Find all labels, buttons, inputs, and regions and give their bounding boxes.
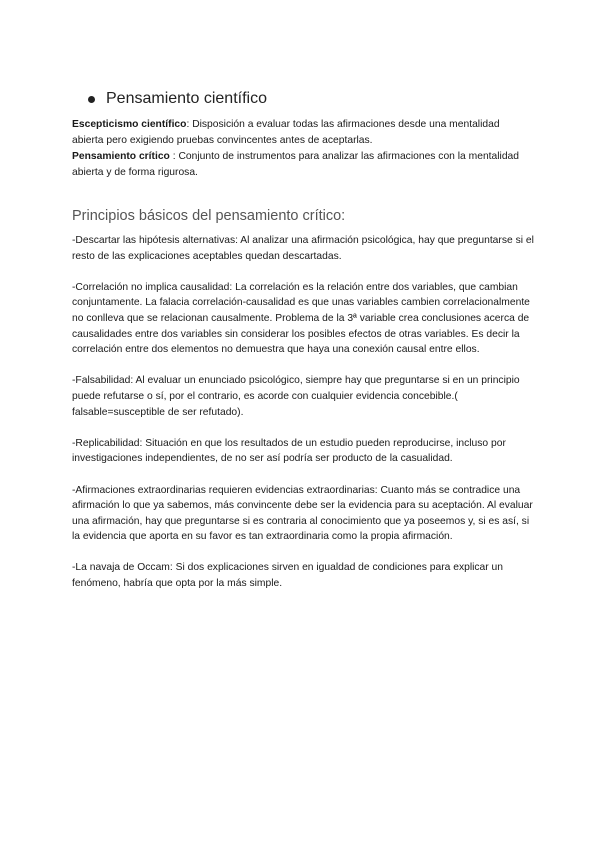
principle-paragraph: -Correlación no implica causalidad: La correlación es la relación entre dos variables, que cambian conjuntamente. La falacia correlación-causalidad es que unas variables cambien correlacionalmente no conlleva que se relacionan causalmente. Problema de la 3ª variable crea conclusiones acerca de causalidades entre dos variables sin considerar los posibles efectos de otras variables. Es decir la correlación entre dos elementos no demuestra que haya una conexión causal entre ellos. — [72, 281, 530, 356]
principles-list — [72, 233, 534, 607]
definitions — [72, 117, 532, 181]
principle-paragraph: -Afirmaciones extraordinarias requieren evidencias extraordinarias: Cuanto más se contradice una afirmación lo que ya sabemos, más convincente debe ser la evidencia para su aceptación. Al evaluar una afirmación, hay que preguntarse si es contraria al conocimiento que ya poseemos y, si es así, si la evidencia que aporta en su favor es tan extraordinaria como la propia afirmación. — [72, 484, 533, 543]
principle-paragraph: -Descartar las hipótesis alternativas: Al analizar una afirmación psicológica, hay que preguntarse si el resto de las explicaciones aceptables quedan descartadas. — [72, 235, 534, 262]
definition-term: Pensamiento crítico — [72, 151, 170, 162]
principle-paragraph: -La navaja de Occam: Si dos explicaciones sirven en igualdad de condiciones para explicar un fenómeno, habría que opta por la más simple. — [72, 562, 504, 590]
principle-paragraph: -Replicabilidad: Situación en que los resultados de un estudio pueden reproducirse, incluso por investigaciones independientes, de no ser así podría ser producto de la casualidad. — [72, 437, 506, 465]
bullet-icon — [88, 96, 95, 103]
bullet-heading — [88, 90, 267, 108]
heading-text: Pensamiento científico — [106, 90, 267, 107]
definition-term: Escepticismo científico — [72, 119, 187, 130]
definition-separator: : — [186, 119, 193, 130]
definition-item — [72, 117, 532, 149]
section-title: Principios básicos del pensamiento crítico: — [72, 208, 346, 224]
principle-paragraph: -Falsabilidad: Al evaluar un enunciado psicológico, siempre hay que preguntarse si en un principio puede refutarse o sí, por el contrario, es acorde con cualquier evidencia concebible.( falsable=susceptible de ser refutado). — [72, 375, 520, 418]
definition-text: Disposición a evaluar todas las afirmaciones desde una mentalidad abierta pero exigiendo pruebas convincentes antes de aceptarlas. — [72, 119, 500, 146]
definition-separator: : — [169, 151, 179, 162]
definition-item — [72, 149, 532, 181]
definition-text: Conjunto de instrumentos para analizar las afirmaciones con la mentalidad abierta y de forma rigurosa. — [72, 151, 520, 178]
